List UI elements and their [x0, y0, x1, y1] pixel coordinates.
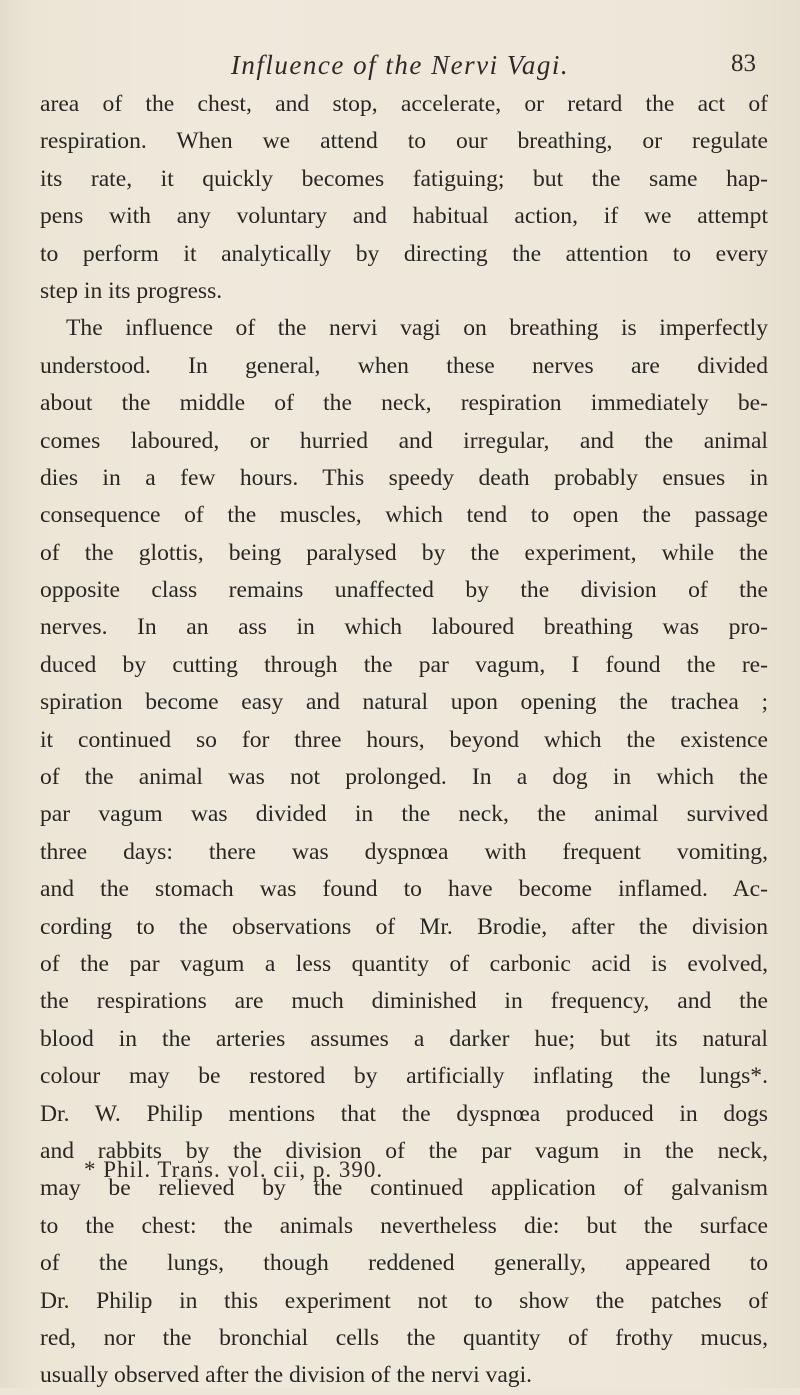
text-line: and rabbits by the division of the par vagum in the neck,	[40, 1137, 768, 1164]
running-title: Influence of the Nervi Vagi.	[230, 50, 570, 80]
text-line: nerves. In an ass in which laboured breathing was pro-	[40, 614, 768, 641]
text-line: it continued so for three hours, beyond which the existence	[40, 726, 768, 753]
paragraph-start-line: The influence of the nervi vagi on breathing is imperfectly	[66, 315, 768, 342]
text-line: of the animal was not prolonged. In a dog in which the	[40, 764, 768, 791]
text-line: of the glottis, being paralysed by the experiment, while the	[40, 539, 768, 566]
text-line: duced by cutting through the par vagum, I found the re-	[40, 651, 768, 678]
text-line: comes laboured, or hurried and irregular, and the animal	[40, 427, 768, 454]
text-line: its rate, it quickly becomes fatiguing; but the same hap-	[40, 165, 768, 192]
text-line: pens with any voluntary and habitual action, if we attempt	[40, 203, 768, 230]
text-line: may be relieved by the continued application of galvanism	[40, 1175, 768, 1202]
text-line: understood. In general, when these nerves are divided	[40, 352, 768, 379]
text-line: dies in a few hours. This speedy death probably ensues in	[40, 464, 768, 491]
text-line: opposite class remains unaffected by the division of the	[40, 577, 768, 604]
text-line: about the middle of the neck, respiration immediately be-	[40, 390, 768, 417]
text-line: and the stomach was found to have become inflamed. Ac-	[40, 876, 768, 903]
text-line: consequence of the muscles, which tend to open the passage	[40, 502, 768, 529]
text-line: the respirations are much diminished in frequency, and the	[40, 988, 768, 1015]
text-line: step in its progress.	[40, 277, 223, 304]
text-line: colour may be restored by artificially inflating the lungs*.	[40, 1063, 768, 1090]
text-line: of the lungs, though reddened generally, appeared to	[40, 1250, 768, 1277]
running-head	[44, 50, 756, 80]
page-number: 83	[731, 50, 756, 77]
text-line: usually observed after the division of the nervi vagi.	[40, 1362, 533, 1389]
body-text	[40, 86, 768, 1395]
text-line: of the par vagum a less quantity of carbonic acid is evolved,	[40, 950, 768, 977]
text-line: par vagum was divided in the neck, the animal survived	[40, 801, 768, 828]
text-line: red, nor the bronchial cells the quantity of frothy mucus,	[40, 1324, 768, 1351]
text-line: Dr. W. Philip mentions that the dyspnœa produced in dogs	[40, 1100, 768, 1127]
text-line: area of the chest, and stop, accelerate, or retard the act of	[40, 91, 768, 117]
text-line: to the chest: the animals nevertheless die: but the surface	[40, 1212, 768, 1239]
text-line: to perform it analytically by directing the attention to every	[40, 240, 768, 267]
footnote: * Phil. Trans. vol. cii, p. 390.	[84, 1157, 384, 1182]
text-line: three days: there was dyspnœa with frequent vomiting,	[40, 838, 768, 865]
text-line: cording to the observations of Mr. Brodie, after the division	[40, 913, 768, 940]
text-line: spiration become easy and natural upon opening the trachea ;	[40, 689, 768, 716]
text-line: Dr. Philip in this experiment not to show the patches of	[40, 1287, 768, 1314]
text-line: respiration. When we attend to our breathing, or regulate	[40, 128, 768, 155]
text-line: blood in the arteries assumes a darker hue; but its natural	[40, 1025, 768, 1052]
